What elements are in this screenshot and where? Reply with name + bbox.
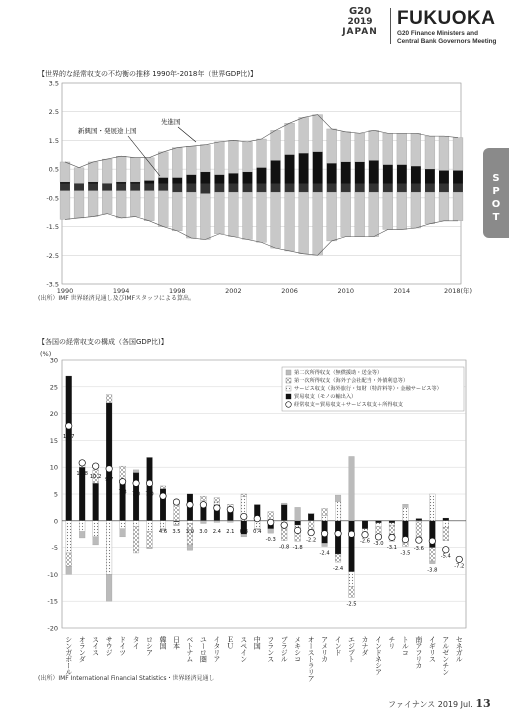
- header-subtitle: G20 Finance Ministers and Central Bank Governors Meeting: [397, 30, 497, 45]
- chart2-current-account-marker: [268, 519, 274, 525]
- chart2-current-account-marker: [241, 513, 247, 519]
- page-number: 13: [475, 697, 491, 710]
- chart2-current-account-marker: [389, 534, 395, 540]
- chart1-ytick: 0.5: [48, 165, 59, 174]
- chart1-xtick: 1990: [56, 287, 74, 295]
- chart1-ytick: 3.5: [48, 79, 59, 88]
- chart2-current-account-marker: [187, 502, 193, 508]
- chart2-data-label: 7.0: [145, 491, 154, 498]
- chart2-current-account-marker: [294, 527, 300, 533]
- chart1-title: 【世界的な経常収支の不均衡の推移 1990年-2018年（世界GDP比)】: [38, 70, 258, 78]
- chart2-data-label: 17.7: [62, 433, 75, 440]
- chart1-ytick: 2.5: [48, 108, 59, 117]
- chart2-current-account-marker: [214, 505, 220, 511]
- chart2-bar-primary-income: [241, 494, 247, 497]
- chart2-current-account-marker: [308, 529, 314, 535]
- chart2-bar-primary-income: [268, 512, 274, 520]
- chart2-bar-secondary-income: [322, 543, 328, 546]
- chart2-data-label: 9.7: [105, 476, 114, 483]
- chart2-bar-goods: [106, 403, 112, 521]
- chart2-category-label: ブラジル: [280, 636, 289, 662]
- chart2-current-account-marker: [227, 506, 233, 512]
- chart2-category-label: トルコ: [401, 636, 410, 656]
- chart2-ytick: 15: [49, 436, 58, 445]
- chart2-bar-secondary-income: [430, 561, 436, 564]
- chart2-legend-label: サービス収支（海外旅行・知財（特許料等）・金融サービス等）: [294, 386, 442, 392]
- chart2-bar-goods: [443, 518, 449, 521]
- chart2-ytick: 0: [53, 517, 58, 526]
- chart2-bar-services: [322, 515, 328, 520]
- side-tab-letter: S: [492, 173, 500, 184]
- chart2-category-label: アメリカ: [320, 636, 329, 662]
- chart2-bar-services: [79, 521, 85, 532]
- chart2-bar-secondary-income: [403, 504, 409, 507]
- chart2-data-label: -2.2: [306, 537, 317, 544]
- chart2-bar-secondary-income: [228, 521, 234, 523]
- chart2-current-account-marker: [321, 530, 327, 536]
- chart2-legend-swatch: [286, 402, 292, 408]
- chart2-category-label: チリ: [387, 636, 396, 649]
- chart2-category-label: アルゼンチン: [441, 636, 450, 675]
- chart2-data-label: -3.5: [400, 550, 411, 557]
- chart2-ytick: 5: [53, 490, 58, 499]
- chart2-bar-services: [430, 494, 436, 521]
- chart2-current-account-marker: [348, 531, 354, 537]
- chart2-data-label: -7.2: [454, 563, 465, 570]
- chart2-source: (出所）IMF International Financial Statistics・世界経済見通し: [38, 675, 215, 682]
- chart2-bar-goods: [362, 521, 368, 529]
- chart2-legend-swatch: [286, 370, 291, 375]
- g20-logo: G20 2019 JAPAN: [342, 6, 378, 37]
- chart2-category-label: スイス: [91, 636, 100, 656]
- chart2-bar-secondary-income: [66, 566, 72, 574]
- chart2-bar-secondary-income: [174, 525, 180, 526]
- chart2-bar-goods: [281, 505, 287, 521]
- chart2-bar-goods: [335, 521, 341, 554]
- chart2-title: 【各国の経常収支の構成（各国GDP比)】: [38, 338, 168, 346]
- chart2-bar-secondary-income: [201, 521, 207, 524]
- chart2-current-account-marker: [402, 536, 408, 542]
- chart2-ytick: 20: [49, 410, 58, 419]
- chart1-source: (出所）IMF 世界経済見通し及びIMFスタッフによる算出。: [38, 295, 196, 302]
- chart2-bar-services: [93, 521, 99, 537]
- chart1-xtick: 2010: [337, 287, 354, 295]
- chart2-data-label: 0.4: [253, 528, 262, 535]
- chart2-category-label: ＥＵ: [226, 636, 235, 649]
- chart2-bar-secondary-income: [79, 532, 85, 538]
- chart2-data-label: -3.6: [413, 546, 424, 553]
- chart2-bar-secondary-income: [281, 503, 287, 505]
- chart2-data-label: 7.3: [118, 489, 127, 496]
- chart2-data-label: -5.4: [440, 553, 451, 560]
- chart2-data-label: 4.6: [158, 528, 168, 535]
- chart2-ytick: 30: [49, 356, 58, 365]
- chart2-bar-secondary-income: [295, 507, 301, 520]
- chart2-category-label: ロシア: [145, 636, 154, 656]
- chart2-current-account-marker: [335, 530, 341, 536]
- chart2-bar-primary-income: [106, 395, 112, 403]
- chart2-current-account-marker: [92, 463, 98, 469]
- chart2-legend-label: 貿易収支（モノの輸出入）: [294, 394, 357, 400]
- chart2-category-label: エジプト: [347, 636, 356, 662]
- chart2-bar-primary-income: [214, 498, 220, 502]
- chart2-bar-secondary-income: [349, 456, 355, 520]
- chart2-bar-goods: [147, 458, 153, 521]
- chart2-current-account-marker: [254, 515, 260, 521]
- chart2-data-label: -3.0: [373, 540, 384, 547]
- chart2-bar-services: [147, 521, 153, 532]
- chart2-legend-swatch: [286, 378, 291, 383]
- chart2-bar-secondary-income: [93, 537, 99, 545]
- chart2-bar-goods: [349, 521, 355, 572]
- chart2-current-account-marker: [416, 537, 422, 543]
- chart2-legend-label: 第一次所得収支（海外子会社配当・外債利息等）: [294, 378, 409, 384]
- chart2-ytick: -15: [47, 597, 58, 606]
- chart2-category-label: セネガル: [455, 636, 464, 662]
- chart2-category-label: ベトナム: [185, 636, 194, 662]
- chart2-category-label: オーストラリア: [307, 636, 316, 682]
- side-tab-letter: O: [491, 199, 501, 210]
- chart2-current-account-marker: [200, 502, 206, 508]
- chart2-category-label: イタリア: [212, 636, 221, 662]
- chart2-category-label: インドネシア: [374, 636, 383, 675]
- chart2-data-label: 10.2: [89, 474, 102, 481]
- chart2-category-label: フランス: [266, 636, 275, 662]
- chart2-bar-secondary-income: [133, 470, 139, 473]
- chart2-category-label: タイ: [132, 636, 141, 649]
- chart2-bar-services: [308, 513, 314, 514]
- chart2-category-label: サウジ: [105, 636, 114, 656]
- chart2-bar-secondary-income: [187, 545, 193, 550]
- chart2-bar-services: [66, 521, 72, 553]
- chart2-category-label: 南アフリカ: [414, 636, 423, 669]
- chart2-bar-services: [174, 522, 180, 525]
- chart2-category-label: 中国: [253, 636, 262, 649]
- chart2-ytick: 25: [49, 383, 58, 392]
- chart2-category-label: ユーロ圏: [199, 636, 208, 662]
- chart2-bar-services: [133, 521, 139, 526]
- chart2-bar-services: [335, 502, 341, 521]
- chart2-legend-label: 経常収支＝貿易収支＋サービス収支＋所得収支: [294, 402, 403, 408]
- chart2-current-account-marker: [375, 534, 381, 540]
- chart2-bar-services: [389, 523, 395, 525]
- chart2-bar-primary-income: [430, 548, 436, 561]
- chart2-data-label: -0.8: [279, 544, 290, 551]
- chart2-bar-goods: [389, 521, 395, 523]
- chart2-bar-secondary-income: [214, 521, 220, 523]
- chart2-data-label: -1.8: [292, 545, 303, 552]
- chart2-bar-primary-income: [160, 486, 166, 489]
- chart2-category-label: 日本: [172, 636, 181, 649]
- chart2-category-label: イギリス: [428, 636, 437, 662]
- chart2-bar-primary-income: [443, 527, 449, 540]
- chart2-bar-services: [187, 521, 193, 524]
- chart2-category-label: スペイン: [239, 636, 248, 662]
- chart2-current-account-marker: [119, 478, 125, 484]
- chart2-data-label: -3.1: [386, 545, 397, 552]
- chart1-ytick: -3.5: [46, 280, 59, 289]
- chart2-bar-services: [106, 521, 112, 575]
- chart1-xtick: 2006: [281, 287, 298, 295]
- chart2-bar-goods: [376, 521, 382, 523]
- chart2-bar-goods: [93, 483, 99, 521]
- chart2-bar-primary-income: [147, 532, 153, 548]
- header-title: FUKUOKA: [397, 8, 496, 29]
- chart2-bar-services: [160, 521, 166, 529]
- chart2-data-label: -3.8: [427, 567, 438, 574]
- chart1-ytick: -2.5: [46, 251, 59, 260]
- chart2-data-label: 3.5: [172, 528, 181, 535]
- chart2-data-label: 2.4: [212, 528, 221, 535]
- chart2-data-label: -2.4: [319, 550, 330, 557]
- chart2-data-label: -2.6: [359, 538, 371, 545]
- chart2-current-account-marker: [443, 547, 449, 553]
- chart2-bar-primary-income: [201, 496, 207, 500]
- side-tab-letter: T: [492, 212, 500, 223]
- chart2-current-account-marker: [66, 423, 72, 429]
- chart2-data-label: 3.0: [185, 528, 195, 535]
- chart2-bar-goods: [120, 480, 126, 521]
- chart2-bar-goods: [295, 521, 301, 525]
- chart1-annotation-advanced: 先進国: [161, 118, 181, 126]
- chart2-bar-secondary-income: [106, 574, 112, 601]
- page-footer: [388, 697, 491, 710]
- chart2-bar-primary-income: [120, 466, 126, 479]
- chart2-data-label: 0.8: [239, 528, 248, 535]
- chart2-ytick: 10: [49, 463, 58, 472]
- chart2-current-account-marker: [146, 480, 152, 486]
- chart2-bar-services: [416, 521, 422, 522]
- chart2-bar-primary-income: [335, 554, 341, 562]
- chart2-ytick: -5: [51, 544, 58, 553]
- chart2-bar-primary-income: [133, 526, 139, 553]
- chart2-ylabel: (%): [40, 350, 52, 358]
- chart2-bar-services: [214, 502, 220, 505]
- chart2-data-label: -2.5: [346, 601, 357, 608]
- chart2-bar-secondary-income: [335, 495, 341, 501]
- chart2-legend-swatch: [286, 394, 291, 399]
- chart2-current-account-marker: [456, 556, 462, 562]
- chart2-data-label: 7.0: [131, 491, 141, 498]
- chart2-ytick: -20: [47, 624, 58, 633]
- chart2-current-account-marker: [133, 480, 139, 486]
- chart2-bar-primary-income: [66, 553, 72, 566]
- chart2-current-account-marker: [160, 493, 166, 499]
- chart1-xtick: 1994: [112, 287, 130, 295]
- side-tab-letter: P: [492, 186, 500, 197]
- chart2-bar-primary-income: [322, 508, 328, 515]
- chart1-xtick: 2002: [225, 287, 242, 295]
- chart2-data-label: 3.0: [199, 528, 208, 535]
- chart2-bar-services: [376, 523, 382, 526]
- chart2-bar-goods: [66, 376, 72, 521]
- chart2-bar-primary-income: [281, 529, 287, 541]
- chart2-current-account-marker: [106, 466, 112, 472]
- chart2-current-account-marker: [281, 522, 287, 528]
- chart2-bar-services: [120, 521, 126, 529]
- chart2-ytick: -10: [47, 570, 58, 579]
- chart2-bar-goods: [416, 519, 422, 521]
- chart1-xtick: 2018(年): [443, 287, 473, 295]
- chart1-ytick: -1.5: [46, 223, 59, 232]
- chart2-data-label: -0.3: [265, 537, 276, 544]
- chart2-data-label: 2.1: [226, 528, 235, 535]
- chart2-current-account-marker: [429, 538, 435, 544]
- chart2-current-account-marker: [362, 532, 368, 538]
- chart2-bar-goods: [174, 521, 180, 522]
- chart2-current-account-marker: [79, 460, 85, 466]
- chart2-data-label: -2.4: [333, 566, 344, 573]
- chart2-category-label: オランダ: [78, 636, 87, 662]
- chart2-legend-label: 第二次所得収支（無償援助・送金等）: [294, 370, 383, 376]
- chart2-bar-services: [443, 521, 449, 527]
- chart2-category-label: インド: [334, 636, 343, 656]
- chart2-category-label: カナダ: [361, 636, 369, 656]
- chart2-bar-secondary-income: [268, 529, 274, 533]
- chart2-category-label: メキシコ: [293, 636, 302, 662]
- chart2-bar-secondary-income: [120, 529, 126, 537]
- chart1-ytick: -0.5: [46, 194, 59, 203]
- chart2-category-label: ドイツ: [118, 636, 127, 656]
- chart1-xtick: 1998: [169, 287, 186, 295]
- chart2-category-label: 韓国: [159, 636, 167, 649]
- chart2-current-account-marker: [173, 499, 179, 505]
- publication-label: ファイナンス 2019 Jul.: [388, 700, 473, 709]
- chart2-bar-services: [403, 507, 409, 520]
- chart1-annotation-emerging: 新興国・発展途上国: [78, 127, 137, 135]
- chart1-ytick: 1.5: [48, 136, 59, 145]
- chart2-bar-primary-income: [349, 587, 355, 598]
- chart1-xtick: 2014: [393, 287, 411, 295]
- chart2-data-label: 10.8: [76, 470, 88, 477]
- chart2-category-label: シンガポール: [64, 636, 73, 675]
- chart2-bar-services: [349, 572, 355, 587]
- chart2-bar-goods: [308, 514, 314, 521]
- chart2-legend-swatch: [286, 386, 291, 391]
- chart2-bar-secondary-income: [147, 548, 153, 549]
